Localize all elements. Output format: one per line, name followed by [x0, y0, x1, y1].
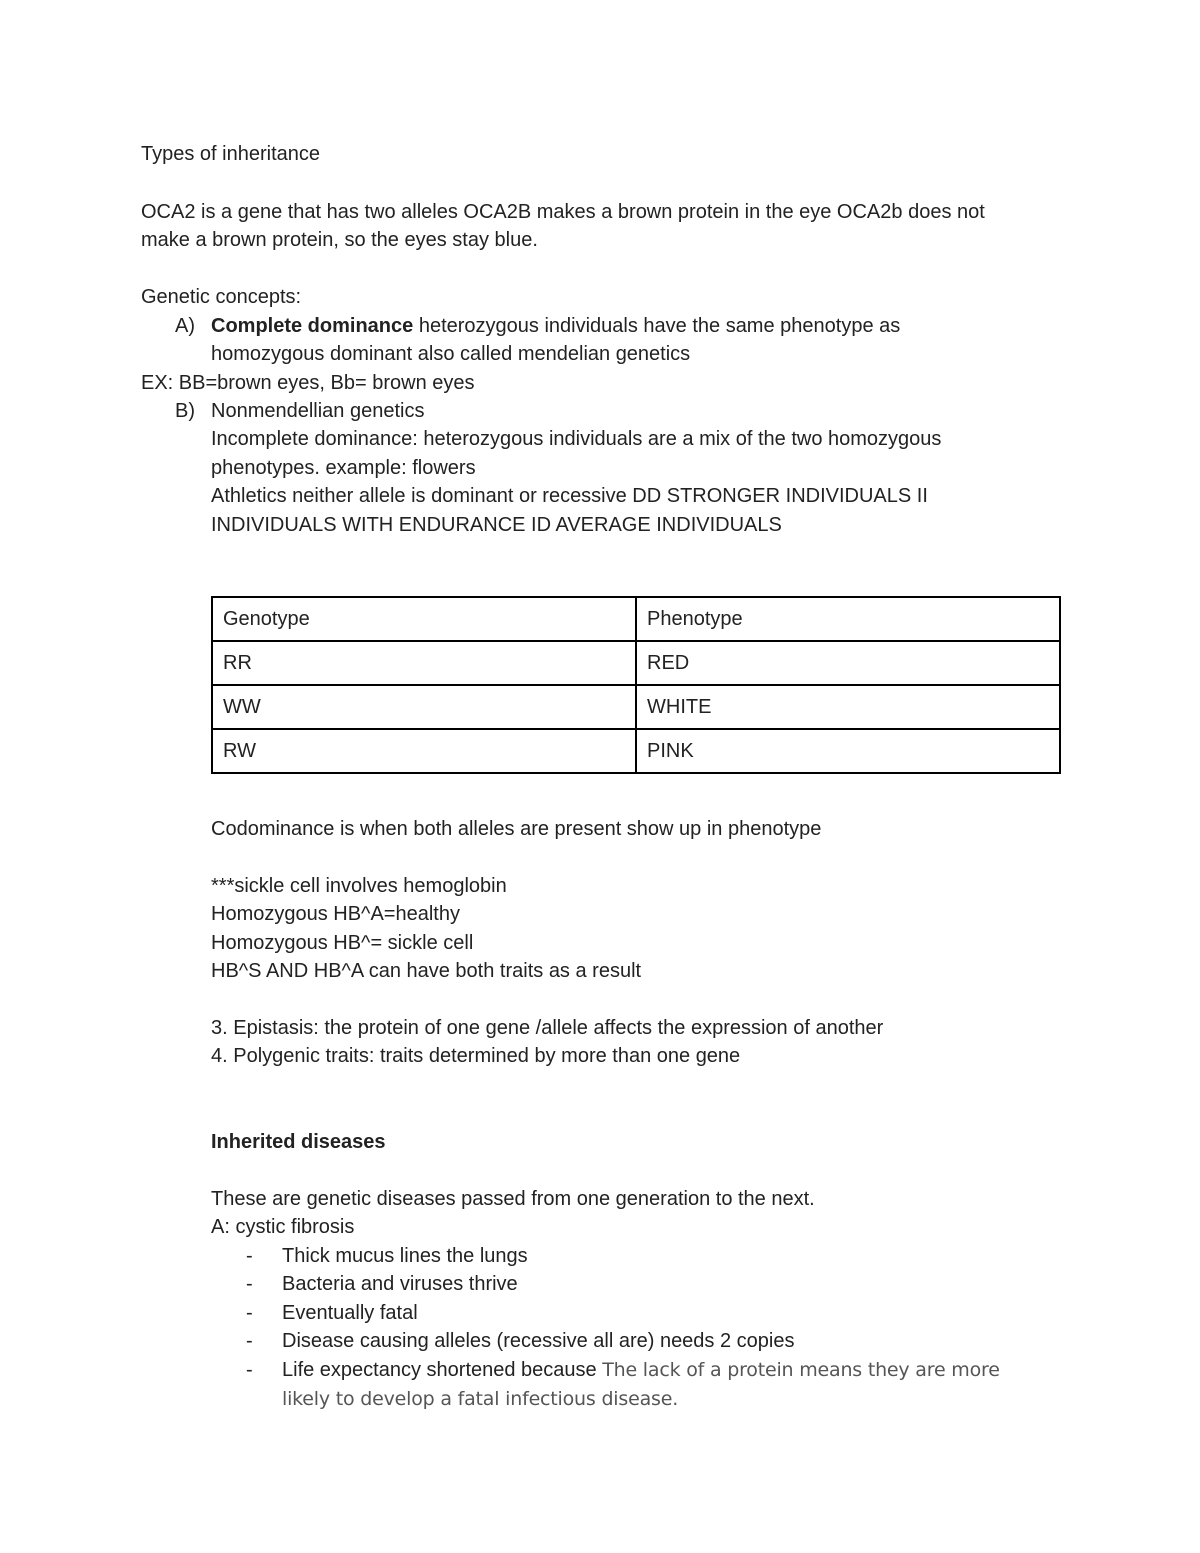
- concept-b-line-1: Nonmendellian genetics: [211, 400, 425, 422]
- concepts-heading: Genetic concepts:: [141, 286, 302, 308]
- list-item: Bacteria and viruses thrive: [282, 1273, 518, 1295]
- epistasis-item: 3. Epistasis: the protein of one gene /allele affects the expression of another: [211, 1017, 884, 1039]
- sickle-line-4: HB^S AND HB^A can have both traits as a result: [211, 960, 642, 982]
- concept-b-line-5: INDIVIDUALS WITH ENDURANCE ID AVERAGE INDIVIDUALS: [211, 514, 782, 536]
- table-header-cell: Genotype: [212, 597, 636, 641]
- table-header-cell: Phenotype: [636, 597, 1060, 641]
- concept-b-line-3: phenotypes. example: flowers: [211, 457, 476, 479]
- example-line: EX: BB=brown eyes, Bb= brown eyes: [141, 372, 475, 394]
- polygenic-item: 4. Polygenic traits: traits determined by more than one gene: [211, 1045, 741, 1067]
- concept-b-line-4: Athletics neither allele is dominant or recessive DD STRONGER INDIVIDUALS II: [211, 485, 928, 507]
- table-header-row: [212, 597, 1060, 641]
- intro-line-2: make a brown protein, so the eyes stay blue.: [141, 229, 538, 251]
- concept-a-term: Complete dominance: [211, 315, 414, 337]
- table-cell: WHITE: [636, 685, 1060, 729]
- sickle-line-2: Homozygous HB^A=healthy: [211, 903, 460, 925]
- table-cell: PINK: [636, 729, 1060, 773]
- concept-a-line-1: [211, 312, 900, 340]
- bullet-dash: -: [246, 1330, 253, 1352]
- bullet-dash: -: [246, 1302, 253, 1324]
- table-cell: RED: [636, 641, 1060, 685]
- list-item: Disease causing alleles (recessive all are) needs 2 copies: [282, 1330, 795, 1352]
- table-row: [212, 685, 1060, 729]
- bullet-dash: -: [246, 1245, 253, 1267]
- concept-a-line-2: homozygous dominant also called mendelian genetics: [211, 343, 691, 365]
- codominance-line: Codominance is when both alleles are present show up in phenotype: [211, 818, 822, 840]
- concept-a-text: heterozygous individuals have the same phenotype as: [413, 315, 901, 337]
- intro-line-1: OCA2 is a gene that has two alleles OCA2B makes a brown protein in the eye OCA2b does not: [141, 201, 985, 223]
- sickle-line-1: ***sickle cell involves hemoglobin: [211, 875, 507, 897]
- genotype-phenotype-table: [211, 596, 1061, 774]
- page-title: Types of inheritance: [141, 143, 320, 165]
- diseases-heading: Inherited diseases: [211, 1131, 386, 1153]
- bullet-dash: -: [246, 1359, 253, 1381]
- cystic-fibrosis-label: A: cystic fibrosis: [211, 1216, 355, 1238]
- table-cell: WW: [212, 685, 636, 729]
- list-item: Eventually fatal: [282, 1302, 418, 1324]
- life-expectancy-line-2: likely to develop a fatal infectious disease.: [282, 1388, 679, 1410]
- life-expectancy-explanation: The lack of a protein means they are more: [602, 1359, 1000, 1381]
- table-row: [212, 729, 1060, 773]
- list-marker-b: B): [175, 400, 195, 422]
- list-item: Thick mucus lines the lungs: [282, 1245, 528, 1267]
- table-cell: RW: [212, 729, 636, 773]
- list-item-life-expectancy: [282, 1356, 1000, 1384]
- diseases-intro: These are genetic diseases passed from one generation to the next.: [211, 1188, 815, 1210]
- table-row: [212, 641, 1060, 685]
- list-marker-a: A): [175, 315, 195, 337]
- table-cell: RR: [212, 641, 636, 685]
- sickle-line-3: Homozygous HB^= sickle cell: [211, 932, 474, 954]
- bullet-dash: -: [246, 1273, 253, 1295]
- life-expectancy-text: Life expectancy shortened because: [282, 1359, 603, 1381]
- concept-b-line-2: Incomplete dominance: heterozygous individuals are a mix of the two homozygous: [211, 428, 942, 450]
